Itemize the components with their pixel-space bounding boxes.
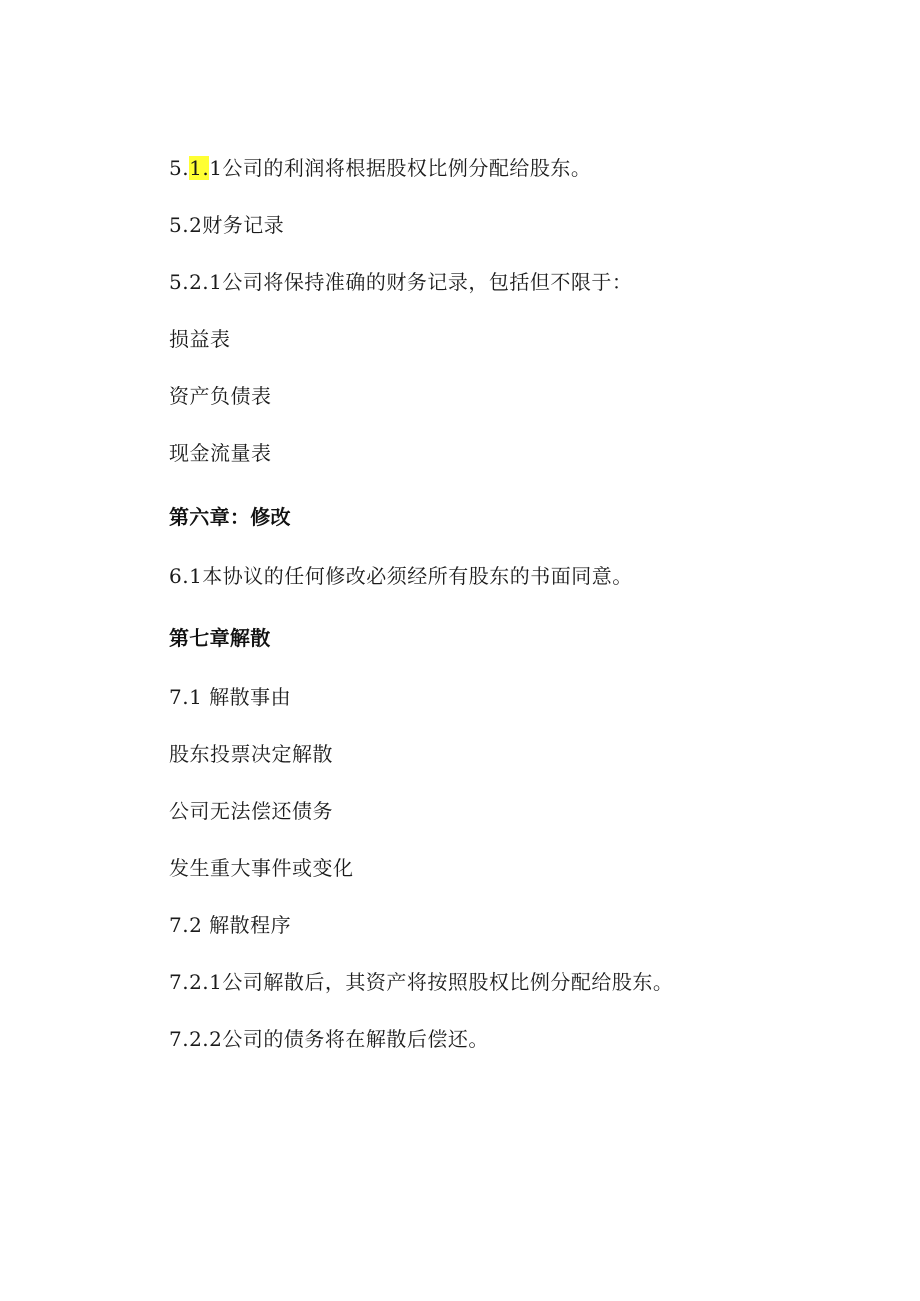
list-item-balance-sheet [169,384,272,408]
section-7-2-title [169,913,291,937]
text-segment: 6.1本协议的任何修改必须经所有股东的书面同意。 [169,564,633,588]
text-segment: 第七章解散 [169,626,271,650]
text-segment: 7.1 解散事由 [169,685,292,709]
paragraph-5-1-1 [169,156,591,180]
text-segment: 7.2 解散程序 [169,913,292,937]
text-segment: 第六章：修改 [169,505,291,529]
text-segment: 公司无法偿还债务 [169,799,333,823]
chapter-6-heading [169,505,291,529]
text-segment: 资产负债表 [169,384,272,408]
text-segment: 5. [169,156,190,180]
paragraph-7-2-2 [169,1027,489,1051]
list-item-major-event [169,856,354,880]
text-segment: 股东投票决定解散 [169,742,333,766]
text-segment: 7.2.1公司解散后，其资产将按照股权比例分配给股东。 [169,970,674,994]
list-item-income-statement [169,327,231,351]
highlighted-text: 1. [189,156,210,180]
section-7-1-title [169,685,291,709]
text-segment: 7.2.2公司的债务将在解散后偿还。 [169,1027,489,1051]
list-item-cash-flow [169,441,272,465]
text-segment: 损益表 [169,327,231,351]
text-segment: 5.2财务记录 [169,213,285,237]
paragraph-7-2-1 [169,970,673,994]
chapter-7-heading [169,626,271,650]
section-5-2-title [169,213,284,237]
text-segment: 现金流量表 [169,441,272,465]
list-item-unable-to-repay [169,799,333,823]
paragraph-5-2-1 [169,270,632,294]
list-item-shareholder-vote [169,742,333,766]
paragraph-6-1 [169,564,633,588]
text-segment: 5.2.1公司将保持准确的财务记录，包括但不限于： [169,270,633,294]
text-segment: 发生重大事件或变化 [169,856,354,880]
text-segment: 1公司的利润将根据股权比例分配给股东。 [209,156,592,180]
